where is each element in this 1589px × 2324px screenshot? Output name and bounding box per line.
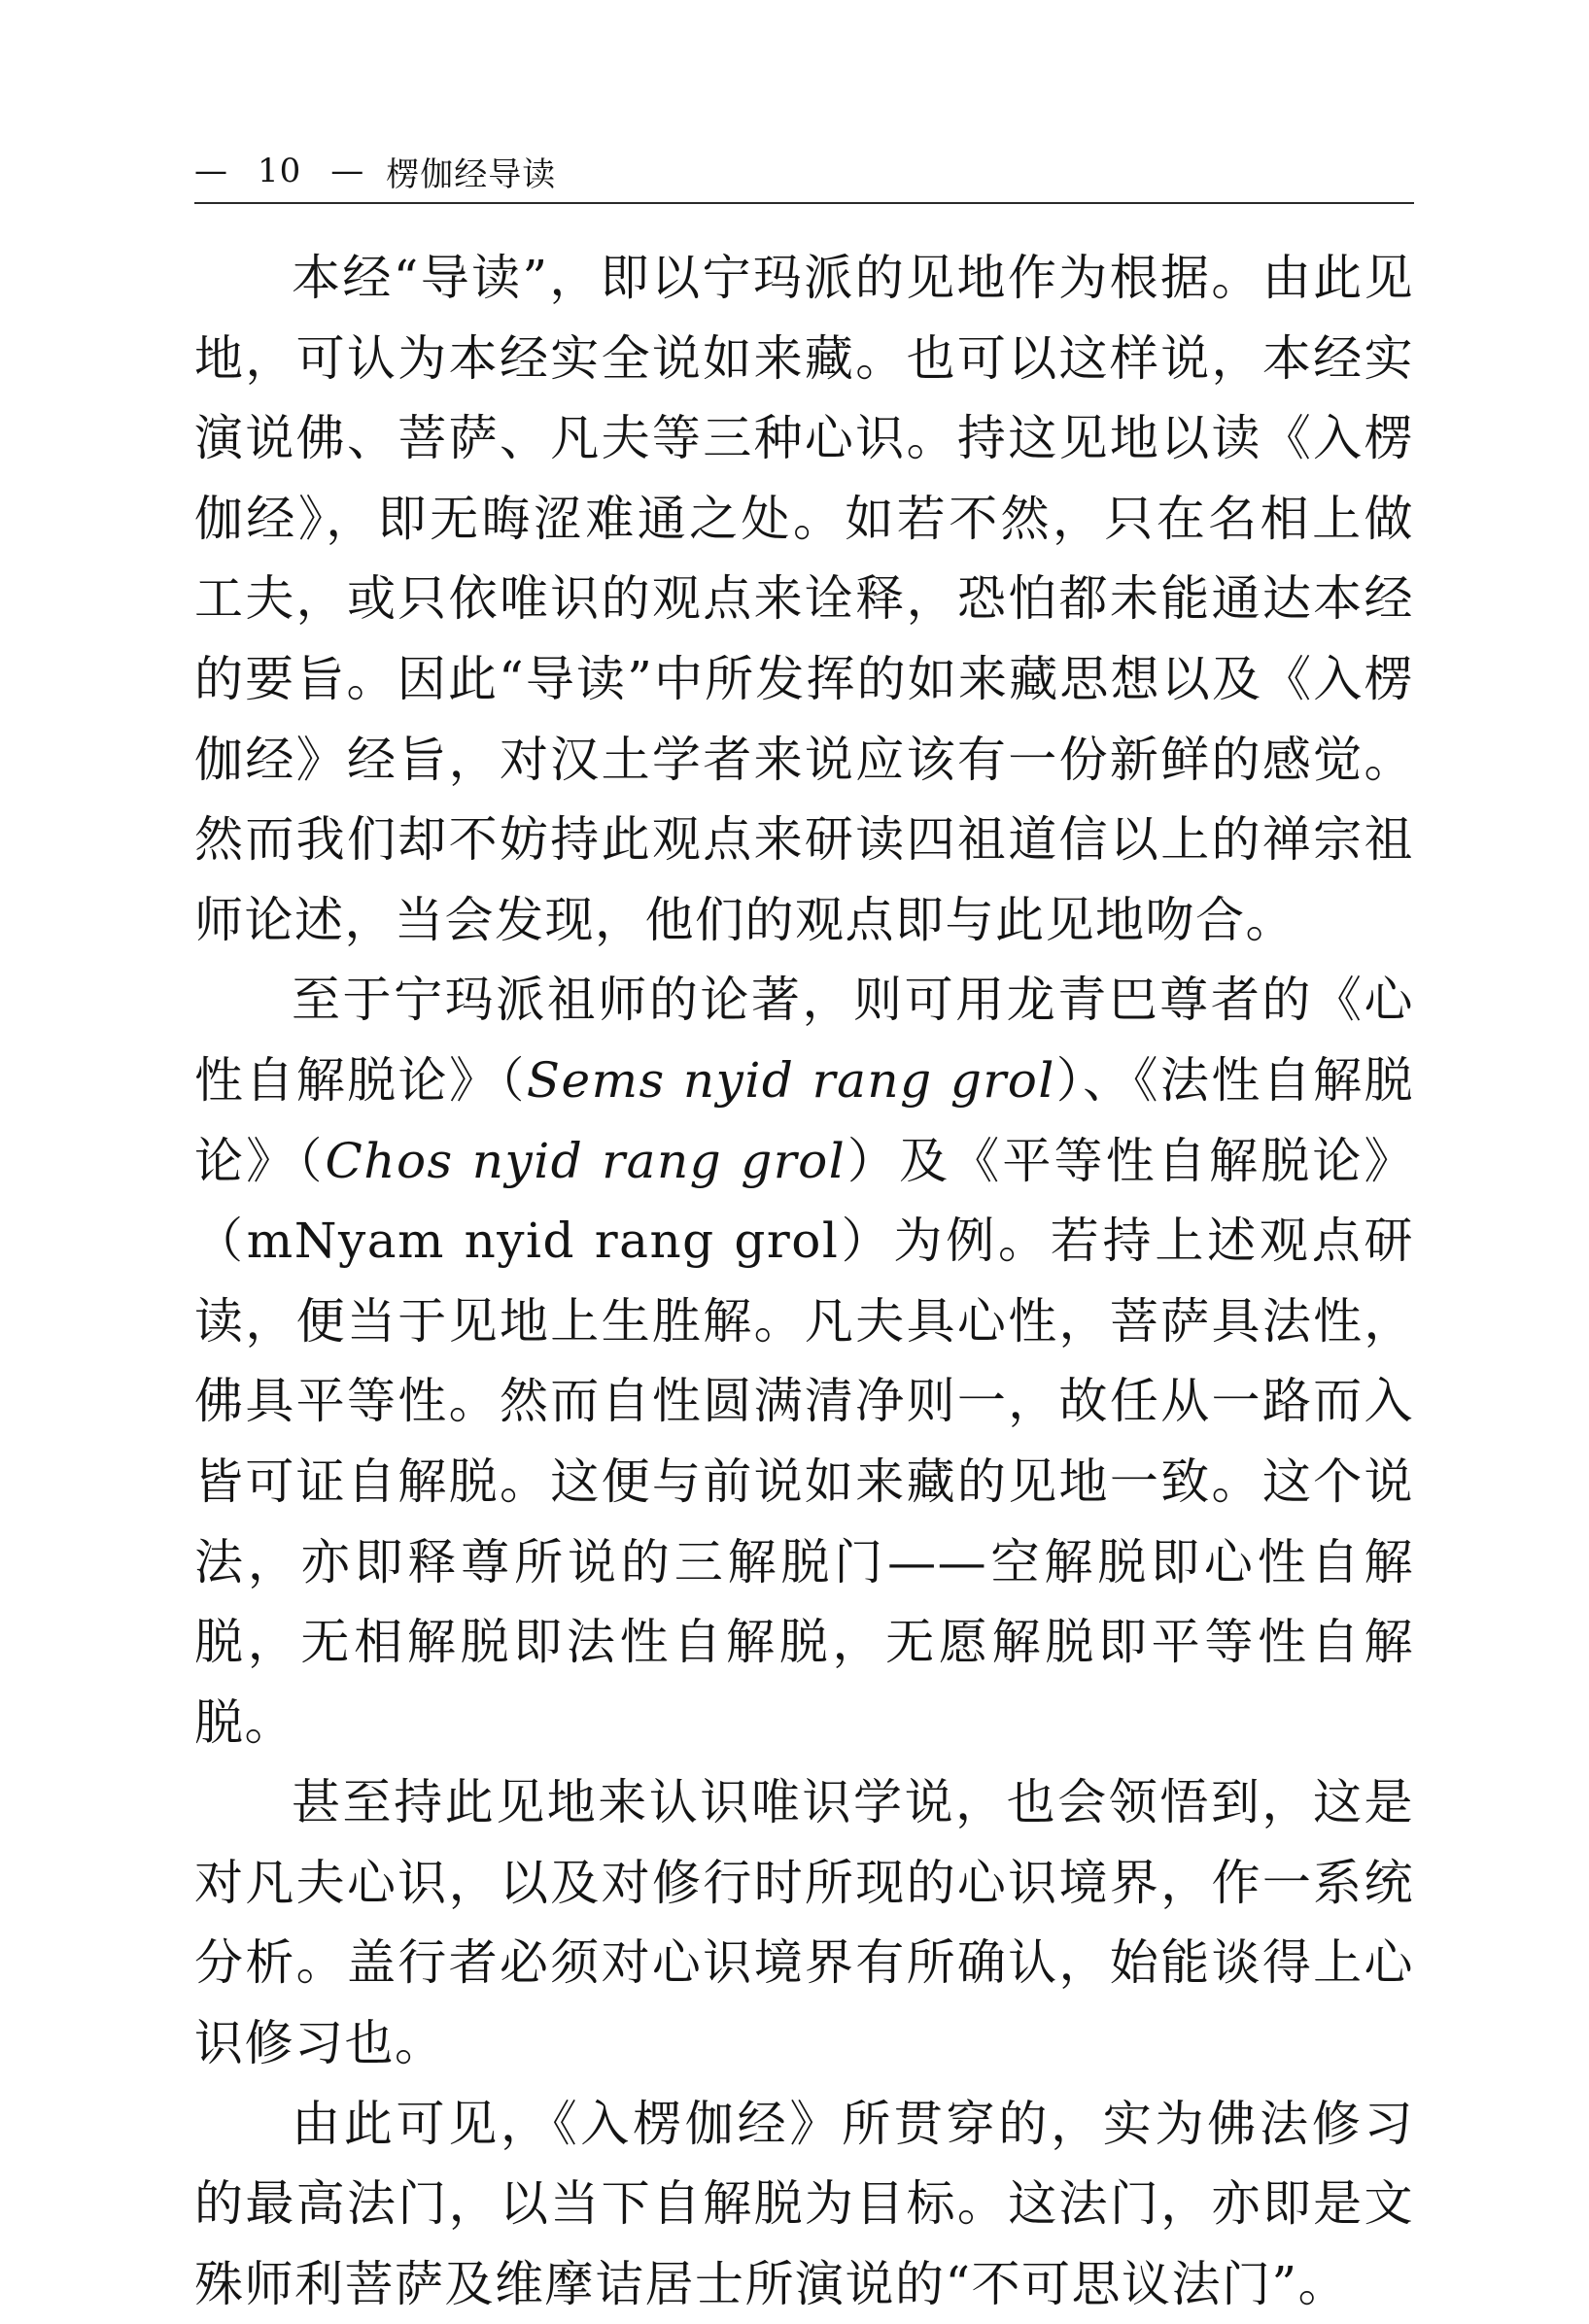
paragraph-3: 甚至持此见地来认识唯识学说，也会领悟到，这是对凡夫心识，以及对修行时所现的心识境界，作一系统分析。盖行者必须对心识境界有所确认，始能谈得上心识修习也。 [194, 1774, 1414, 2072]
paragraph-2-part-1: 至于宁玛派祖师的论著，则可用龙青巴尊者的《心性自解脱论》（ [194, 972, 1414, 1109]
page-body [194, 238, 1414, 2324]
paragraph-2 [194, 960, 1414, 1762]
running-header [194, 144, 556, 198]
page-number: 10 [258, 152, 302, 190]
paragraph-2-part-2: ）、《法性自解脱论》（ [194, 1051, 1414, 1189]
tibetan-title-2: Chos nyid rang grol [325, 1132, 846, 1189]
header-dash-right: — [330, 152, 365, 190]
paragraph-4: 由此可见，《入楞伽经》所贯穿的，实为佛法修习的最高法门，以当下自解脱为目标。这法门，亦即是文殊师利菩萨及维摩诘居士所演说的“不可思议法门”。 [194, 2095, 1414, 2312]
paragraph-2-part-3: ）及《平等性自解脱论》（mNyam nyid rang grol）为例。若持上述观点研读，便当于见地上生胜解。凡夫具心性，菩萨具法性，佛具平等性。然而自性圆满清净则一，故任从一路而入皆可证自解脱。这便与前说如来藏的见地一致。这个说法，亦即释尊所说的三解脱门——空解脱即心性自解脱，无相解脱即法性自解脱，无愿解脱即平等性自解脱。 [194, 1132, 1415, 1751]
header-dash-left: — [194, 152, 228, 190]
paragraph-1: 本经“导读”，即以宁玛派的见地作为根据。由此见地，可认为本经实全说如来藏。也可以这样说，本经实演说佛、菩萨、凡夫等三种心识。持这见地以读《入楞伽经》，即无晦涩难通之处。如若不然，只在名相上做工夫，或只依唯识的观点来诠释，恐怕都未能通达本经的要旨。因此“导读”中所发挥的如来藏思想以及《入楞伽经》经旨，对汉土学者来说应该有一份新鲜的感觉。然而我们却不妨持此观点来研读四祖道信以上的禅宗祖师论述，当会发现，他们的观点即与此见地吻合。 [194, 250, 1414, 948]
tibetan-title-1: Sems nyid rang grol [526, 1051, 1055, 1109]
book-title: 楞伽经导读 [386, 154, 557, 194]
header-rule [194, 202, 1414, 204]
